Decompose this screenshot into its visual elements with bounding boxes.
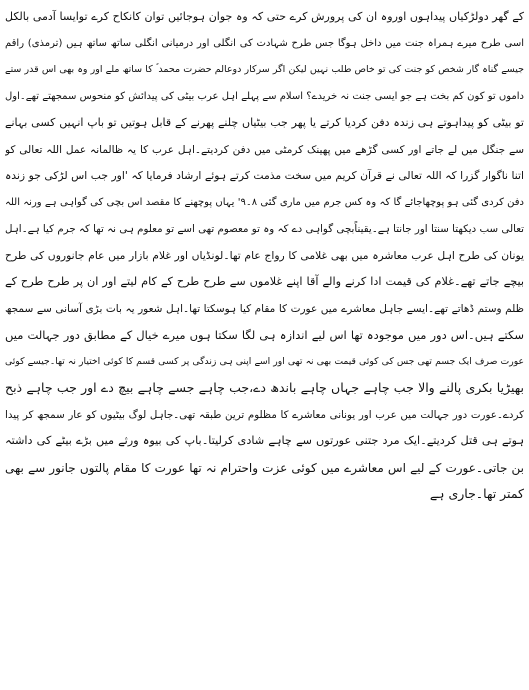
text-line: تو بیٹی کو پیداہوتے ہی زندہ دفن کردیا کرتے یا پھر جب بیٹیاں چلنے پھرنے کے قابل ہوتیں تو باپ انہیں کسی بہانے [5, 116, 524, 129]
text-line: ہوتے ہی قتل کردیتے۔ایک مرد جتنی عورتوں سے چاہے شادی کرلیتا۔باپ کی بیوہ ورثے میں بڑے بیٹے کی داشتہ [5, 434, 524, 447]
text-line: سے جنگل میں لے جاتے اور کسی گڑھے میں پھینک کرمٹی میں دفن کردیتے۔اہل عرب کا یہ ظالمانہ عمل اللہ تعالی کو [5, 143, 524, 156]
text-line: بیچے جاتے تھے۔غلام کی قیمت ادا کرنے والے آقا اپنے غلاموں سے طرح طرح کے کام لیتے اور ان پر طرح طرح کے [5, 275, 524, 288]
text-line: داموں تو کون کم بخت ہے جو ایسی جنت نہ خریدے؟ اسلام سے پہلے اہل عرب بیٹی کی پیدائش کو منحوس سمجھتے تھے۔اول [5, 90, 524, 102]
text-line: کے گھر دولڑکیاں پیداہوں اوروہ ان کی پرورش کرے حتی کہ وہ جوان ہوجائیں توان کانکاح کرے توایسا آدمی بالکل [5, 10, 524, 23]
text-line-last: کمتر تھا۔جاری ہے [429, 486, 524, 501]
text-line: یونان کی طرح اہل عرب معاشرہ میں بھی غلامی کا رواج عام تھا۔لونڈیاں اور غلام بازار میں عام جانوروں کی طرح [5, 248, 524, 262]
text-line: جیسے گناہ گار شخص کو جنت کی تو خاص طلب نہیں لیکن اگر سرکار دوعالم حضرت محمد ؐ کا ساتھ ملے اور وہ بھی اس قدر ستے [5, 64, 524, 75]
text-line: کردے۔عورت دور جہالت میں عرب اور یونانی معاشرے کا مظلوم ترین طبقہ تھی۔جاہل لوگ بیٹیوں کو عار سمجھ کر پیدا [5, 408, 524, 421]
text-line: دفن کردی گئی ہو پوچھاجائے گا کہ وہ کس جرم میں ماری گئی ۸۔۹' یہاں پوچھنے کا مقصد اس بچی کی گواہی ہے ورنہ اللہ [5, 196, 524, 208]
text-line: سکتے ہیں۔اس دور میں موجودہ تھا اس لیے اندازہ ہی لگا سکتا ہوں میرے خیال کے مطابق دور جہالت میں [5, 328, 524, 342]
text-line: بھیڑیا بکری پالنے والا جب چاہے جہاں چاہے باندھ دے،جب چاہے جسے چاہے بیچ دے اور جب چاہے ذبح [5, 380, 524, 395]
text-line: ظلم وستم ڈھاتے تھے۔ایسے جاہل معاشرے میں عورت کا مقام کیا ہوسکتا تھا۔اہل شعور یہ بات بڑی آسانی سے سمجھ [5, 302, 524, 315]
text-line: اتنا ناگوار گزرا کہ اللہ تعالی نے قرآن کریم میں سخت مذمت کرتے ہوئے ارشاد فرمایا کہ 'اور جب اس لڑکی جو زندہ [5, 169, 524, 182]
text-line: تعالی سب دیکھتا سنتا اور جانتا ہے۔یقیناًبچی گواہی دے کہ وہ تو معصوم تھی اسے تو معلوم ہی نہ تھا کہ جرم کیا ہے۔اہل [5, 223, 524, 235]
text-line: بن جاتی۔عورت کے لیے اس معاشرے میں کوئی عزت واحترام نہ تھا عورت کا مقام پالتوں جانور سے بھی [5, 460, 524, 475]
text-line: اسی طرح میرے ہمراہ جنت میں داخل ہوگا جس طرح شہادت کی انگلی اور درمیانی انگلی ساتھ ساتھ ہیں (ترمذی) راقم [5, 37, 524, 49]
text-line: عورت صرف ایک جسم تھی جس کی کوئی قیمت بھی نہ تھی اور اسے اپنی ہی زندگی پر کسی قسم کا کوئی اختیار نہ تھا۔جیسے کوئی [5, 355, 524, 367]
